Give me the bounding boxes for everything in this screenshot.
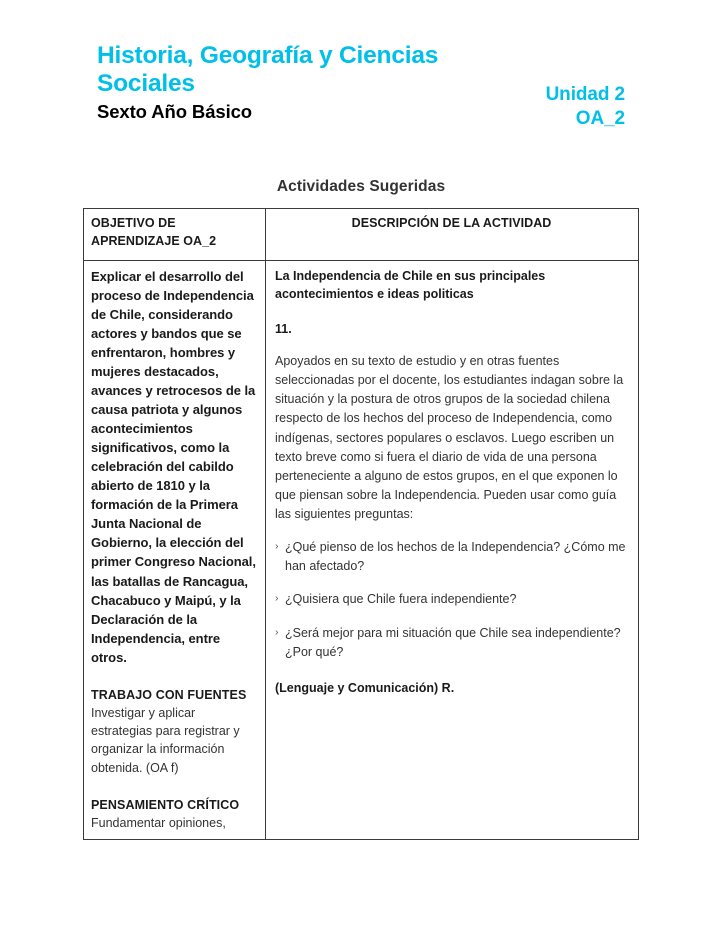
activities-table [83,208,639,840]
chevron-right-icon: › [275,592,279,605]
skill-title-trabajo-con-fuentes: TRABAJO CON FUENTES [91,687,247,702]
activity-question-2 [275,590,628,609]
table-header-cell-objective [84,209,266,260]
skill-text-pensamiento-critico: Fundamentar opiniones, [91,816,226,831]
activity-title: La Independencia de Chile en sus principales acontecimientos e ideas politicas [275,269,546,302]
activity-question-2-text: ¿Quisiera que Chile fuera independiente? [285,592,517,607]
activity-question-1-text: ¿Qué pienso de los hechos de la Independencia? ¿Cómo me han afectado? [285,540,626,574]
activity-body-text: Apoyados en su texto de estudio y en otras fuentes seleccionadas por el docente, los estudiantes indagan sobre la situación y la postura de otros grupos de la sociedad chilena respecto de los hechos del proceso de Independencia, como indígenas, sectores populares o esclavos. Luego escriben un texto breve como si fuera el diario de vida de una persona perteneciente a alguno de estos grupos, en el que exponen lo que piensan sobre la Independencia. Pueden usar como guía las siguientes preguntas: [275,354,624,521]
subject-title: Historia, Geografía y Ciencias Sociales [97,42,439,97]
activity-subject-note: (Lenguaje y Comunicación) R. [275,680,455,695]
masthead-stack [97,42,625,130]
skill-title-pensamiento-critico: PENSAMIENTO CRÍTICO [91,797,240,812]
unit-label: Unidad 2 [545,84,625,105]
activity-question-3 [275,624,628,662]
column-header-description: DESCRIPCIÓN DE LA ACTIVIDAD [351,216,552,230]
unit-block [546,83,625,132]
grade-title: Sexto Año Básico [97,101,252,123]
chevron-right-icon: › [275,625,279,638]
activities-table-body [83,208,639,840]
section-heading: Actividades Sugeridas [276,178,446,195]
activity-question-1 [275,538,628,576]
activity-number: 11. [275,321,292,336]
objective-cell [84,261,266,840]
activity-cell [266,261,638,840]
document-masthead [97,42,625,130]
column-header-objective: OBJETIVO DE APRENDIZAJE OA_2 [91,216,217,248]
oa-code-label: OA_2 [575,108,625,130]
table-header-row [84,209,638,261]
table-row [84,261,638,840]
table-header-cell-description [266,209,638,260]
activity-question-3-text: ¿Será mejor para mi situación que Chile sea independiente? ¿Por qué? [285,625,621,659]
chevron-right-icon: › [275,540,279,553]
objective-statement: Explicar el desarrollo del proceso de Independencia de Chile, considerando actores y bandos que se enfrentaron, hombres y mujeres destacados, avances y retrocesos de la causa patriota y algunos acontecimientos significativos, como la celebración del cabildo abierto de 1810 y la formación de la Primera Junta Nacional de Gobierno, la elección del primer Congreso Nacional, las batallas de Rancagua, Chacabuco y Maipú, y la Declaración de la Independencia, entre otros. [91,269,256,665]
skill-text-trabajo-con-fuentes: Investigar y aplicar estrategias para registrar y organizar la información obtenida. (OA f) [91,706,240,775]
